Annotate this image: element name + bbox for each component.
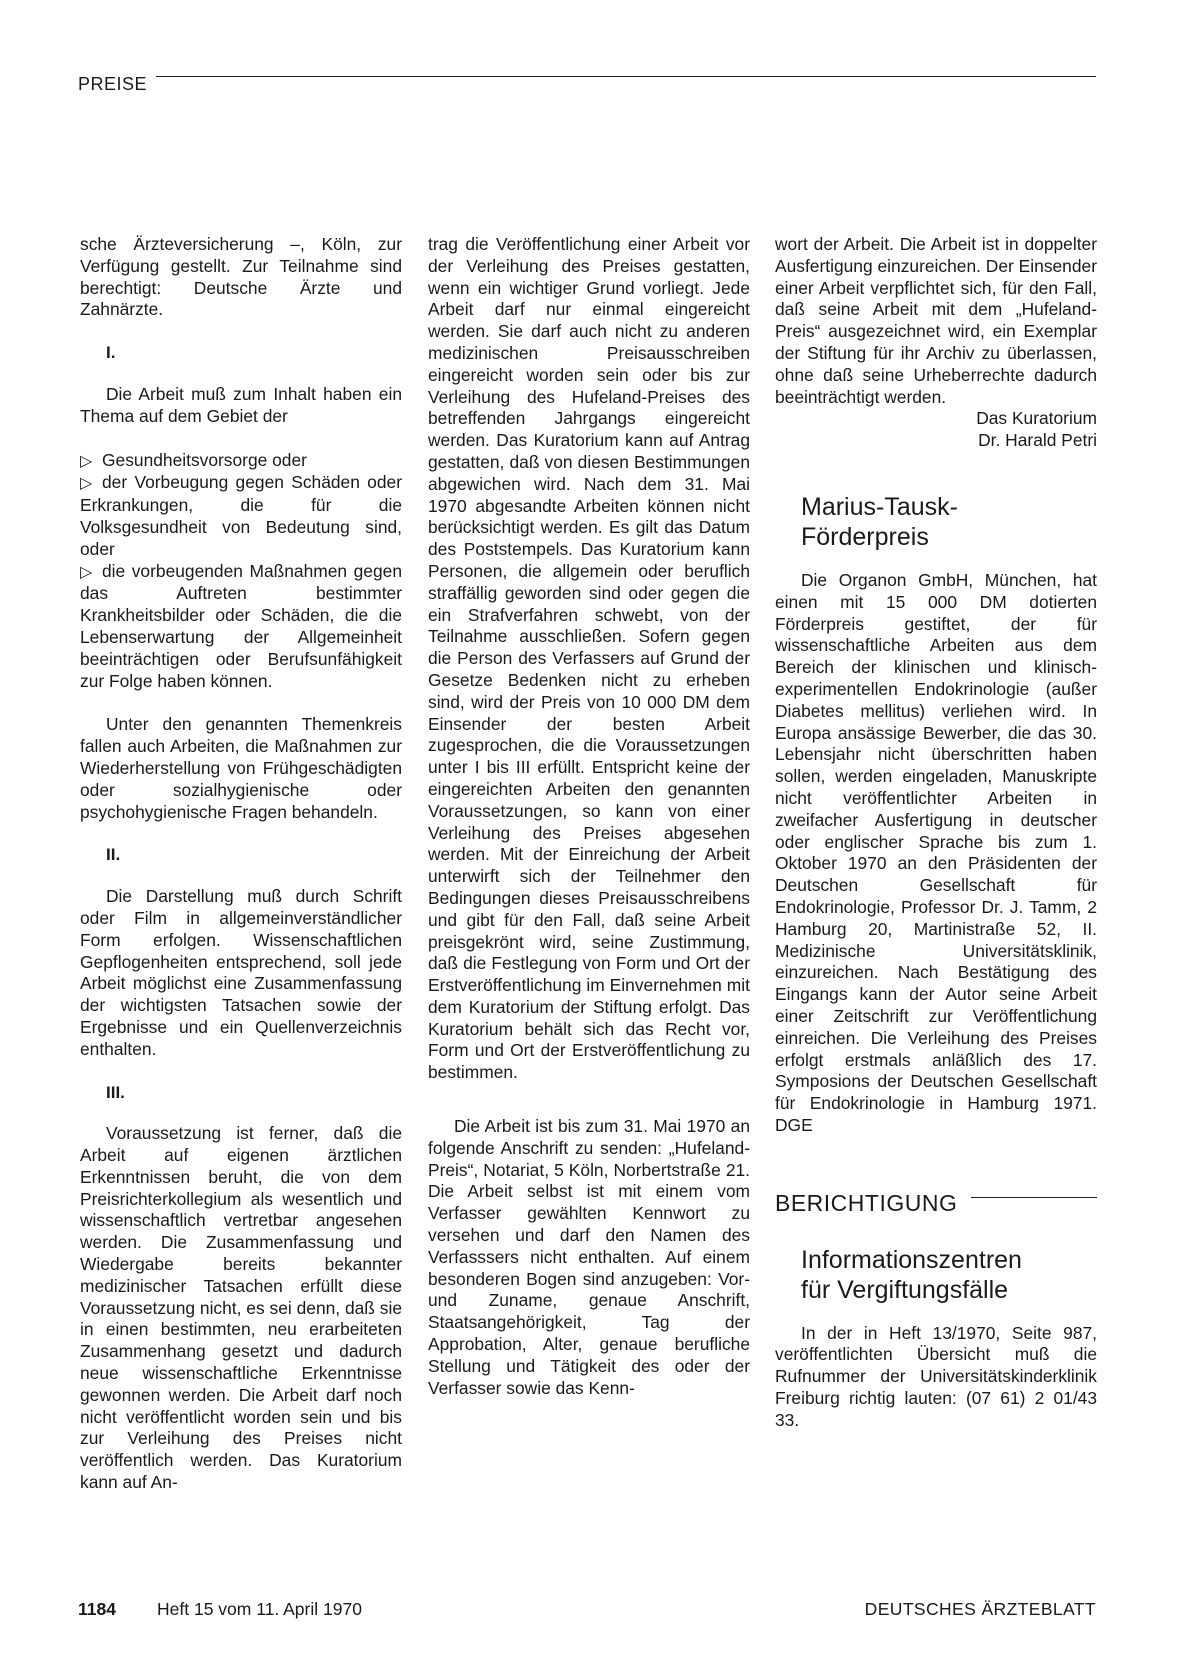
section-heading-label: BERICHTIGUNG (775, 1189, 958, 1216)
triangle-right-icon: ▷ (80, 563, 93, 581)
paragraph: sche Ärzteversicherung –, Köln, zur Verfügung gestellt. Zur Teilnahme sind berechtigt: Deutsche Ärzte und Zahnärzte. (80, 234, 402, 320)
section-heading (775, 1191, 1097, 1225)
paragraph: Die Organon GmbH, München, hat einen mit 15 000 DM dotierten Förderpreis gestiftet, der für wissenschaftliche Arbeiten aus dem Bereich der klinischen und klinisch-experimentellen Endokrinologie (außer Diabetes mellitus) verliehen wird. In Europa ansässige Bewerber, die das 30. Lebensjahr nicht überschritten haben sollen, werden eingeladen, Manuskripte nicht veröffentlichter Arbeiten in zweifacher Ausfertigung in deutscher oder englischer Sprache bis zum 1. Oktober 1970 an den Präsidenten der Deutschen Gesellschaft für Endokrinologie, Professor Dr. J. Tamm, 2 Hamburg 20, Martinistraße 52, II. Medizinische Universitätsklinik, einzureichen. Nach Bestätigung des Eingangs kann der Autor seine Arbeit einer Zeitschrift zur Veröffentlichung einreichen. Die Verleihung des Preises erfolgt erstmals anläßlich des 17. Symposions der Deutschen Gesellschaft für Endokrinologie in Hamburg 1971. DGE (775, 569, 1097, 1135)
list-item: ▷ Gesundheitsvorsorge oder (80, 450, 402, 473)
paragraph: In der in Heft 13/1970, Seite 987, veröffentlichten Übersicht muß die Rufnummer der Universitätskinderklinik Freiburg richtig lauten: (07 61) 2 01/43 33. (775, 1322, 1097, 1430)
column-1 (80, 234, 402, 1494)
list-item: ▷ die vorbeugenden Maßnahmen gegen das Auftreten bestimmter Krankheitsbilder oder Schäden, die die Lebenserwartung der Allgemeinheit beeinträchtigen oder Berufsunfähigkeit zur Folge haben können. (80, 560, 402, 691)
signature-line-1: Das Kuratorium (976, 408, 1097, 429)
page-header (78, 68, 1096, 98)
article-title-2: Informationszentren für Vergiftungsfälle (801, 1245, 1022, 1304)
section-rule (971, 1197, 1097, 1198)
triangle-right-icon: ▷ (80, 452, 93, 470)
magazine-name: DEUTSCHES ÄRZTEBLATT (864, 1599, 1096, 1619)
roman-heading-1: I. (106, 343, 116, 363)
paragraph: Die Arbeit ist bis zum 31. Mai 1970 an folgende Anschrift zu senden: „Hufeland-Preis“, Notariat, 5 Köln, Norbertstraße 21. Die Arbeit selbst ist mit einem vom Verfasser gewählten Kennwort zu versehen und darf den Namen des Verfasssers nicht enthalten. Auf einem besonderen Bogen sind anzugeben: Vor- und Zuname, genaue Anschrift, Staatsangehörigkeit, Tag der Approbation, Alter, genaue berufliche Stellung und Tätigkeit des oder der Verfasser sowie das Kenn- (428, 1116, 750, 1398)
paragraph: trag die Veröffentlichung einer Arbeit vor der Verleihung des Preises gestatten, wenn ein wichtiger Grund vorliegt. Jede Arbeit darf nur einmal eingereicht werden. Sie darf auch nicht zu anderen medizinischen Preisausschreiben eingereicht worden sein oder bis zur Verleihung des Hufeland-Preises des betreffenden Jahrgangs eingereicht werden. Das Kuratorium kann auf Antrag gestatten, daß von diesen Bestimmungen abgewichen wird. Nach dem 31. Mai 1970 abgesandte Arbeiten können nicht berücksichtigt werden. Es gilt das Datum des Poststempels. Das Kuratorium kann Personen, die allgemein oder beruflich straffällig geworden sind oder gegen die ein Strafverfahren schwebt, von der Teilnahme ausschließen. Sofern gegen die Person des Verfassers auf Grund der Gesetze Bedenken nicht zu erheben sind, wird der Preis von 10 000 DM dem Einsender der besten Arbeit zugesprochen, die die Voraussetzungen unter I bis III erfüllt. Entspricht keine der eingereichten Arbeiten den genannten Voraussetzungen, so kann von einer Verleihung des Preises abgesehen werden. Mit der Einreichung der Arbeit unterwirft sich der Teilnehmer den Bedingungen dieses Preisausschreibens und gibt für den Fall, daß seine Arbeit preisgekrönt wird, seine Zustimmung, daß die Festlegung von Form und Ort der Erstveröffentlichung im Einvernehmen mit dem Kuratorium der Stiftung erfolgt. Das Kuratorium behält sich das Recht vor, Form und Ort der Erstveröffentlichung zu bestimmen. (428, 234, 750, 1083)
page-number: 1184 (78, 1599, 116, 1619)
paragraph: Unter den genannten Themenkreis fallen auch Arbeiten, die Maßnahmen zur Wiederherstellung von Frühgeschädigten oder sozialhygienische oder psychohygienische Fragen behandeln. (80, 714, 402, 822)
article-title-1: Marius-Tausk- Förderpreis (801, 492, 958, 551)
roman-heading-3: III. (106, 1082, 125, 1102)
paragraph: wort der Arbeit. Die Arbeit ist in doppelter Ausfertigung einzureichen. Der Einsender einer Arbeit verpflichtet sich, für den Fall, daß seine Arbeit mit dem „Hufeland-Preis“ ausgezeichnet wird, ein Exemplar der Stiftung für ihr Archiv zu überlassen, ohne daß seine Urheberrechte dadurch beeinträchtigt werden. (775, 234, 1097, 407)
paragraph: Die Darstellung muß durch Schrift oder Film in allgemeinverständlicher Form erfolgen. Wissenschaftlichen Gepflogenheiten entsprechend, soll jede Arbeit möglichst eine Zusammenfassung der wichtigsten Tatsachen sowie der Ergebnisse und ein Quellenverzeichnis enthalten. (80, 886, 402, 1059)
header-rule (156, 76, 1096, 77)
paragraph: Voraussetzung ist ferner, daß die Arbeit auf eigenen ärztlichen Erkenntnissen beruht, die von dem Preisrichterkollegium als wesentlich und wissenschaftlich vertretbar angesehen werden. Die Zusammenfassung und Wiedergabe bereits bekannter medizinischer Tatsachen erfüllt diese Voraussetzung nicht, es sei denn, daß sie in einen bestimmten, neu erarbeiteten Zusammenhang gesetzt und dadurch neue wissenschaftliche Erkenntnisse gewonnen werden. Die Arbeit darf noch nicht veröffentlicht worden sein und bis zur Verleihung des Preises nicht veröffentlich werden. Das Kuratorium kann auf An- (80, 1123, 402, 1493)
issue-info: Heft 15 vom 11. April 1970 (157, 1599, 362, 1619)
signature-line-2: Dr. Harald Petri (978, 430, 1097, 451)
list-item: ▷ der Vorbeugung gegen Schäden oder Erkrankungen, die für die Volksgesundheit von Bedeutung sind, oder (80, 472, 402, 559)
column-2 (428, 234, 750, 1399)
section-label: PREISE (78, 74, 148, 94)
paragraph: Die Arbeit muß zum Inhalt haben ein Thema auf dem Gebiet der (80, 383, 402, 426)
triangle-right-icon: ▷ (80, 475, 93, 493)
column-3 (775, 234, 1097, 1432)
bullet-list (80, 450, 402, 693)
roman-heading-2: II. (106, 845, 121, 865)
